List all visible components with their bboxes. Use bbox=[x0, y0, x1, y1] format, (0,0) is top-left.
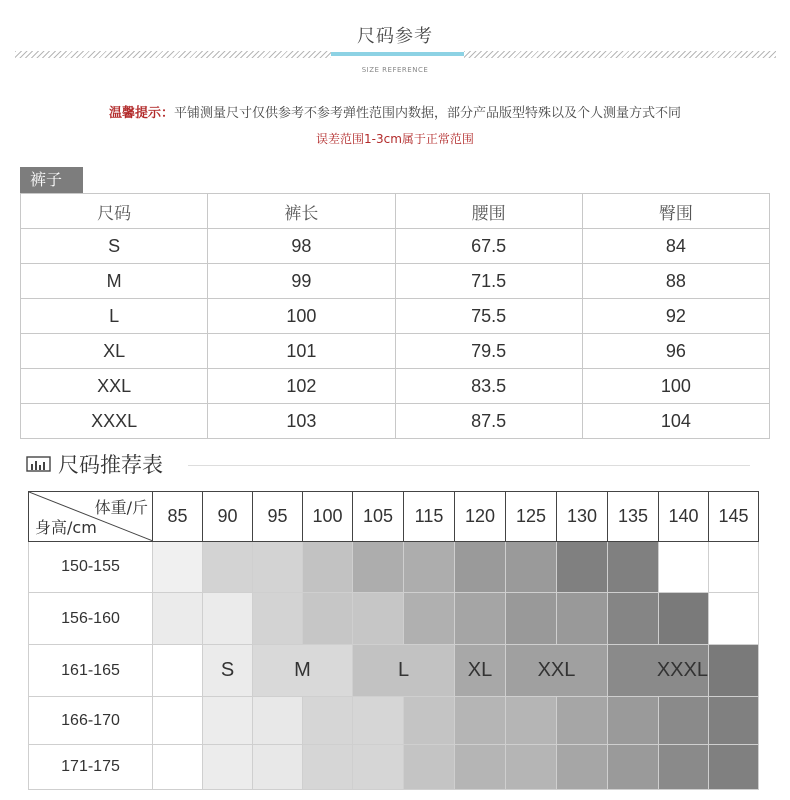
column-header: 腰围 bbox=[395, 194, 582, 229]
shade-cell bbox=[203, 542, 253, 593]
shade-cell bbox=[353, 542, 404, 593]
table-cell: M bbox=[21, 264, 208, 299]
shade-cell bbox=[608, 593, 659, 645]
shade-cell bbox=[303, 542, 353, 593]
section-divider bbox=[188, 465, 750, 466]
table-cell: 92 bbox=[582, 299, 769, 334]
weight-header: 105 bbox=[353, 492, 404, 542]
size-m-cell bbox=[253, 645, 353, 697]
shade-cell bbox=[455, 745, 506, 790]
tips-text: 平铺测量尺寸仅供参考不参考弹性范围内数据，部分产品版型特殊以及个人测量方式不同 bbox=[174, 106, 682, 121]
shade-cell bbox=[303, 745, 353, 790]
shade-cell bbox=[557, 697, 608, 745]
shade-cell bbox=[506, 745, 557, 790]
weight-header: 95 bbox=[253, 492, 303, 542]
table-cell: XXL bbox=[21, 369, 208, 404]
table-cell: 79.5 bbox=[395, 334, 582, 369]
shade-cell bbox=[506, 697, 557, 745]
recommend-section-title bbox=[26, 450, 163, 478]
bar-chart-icon bbox=[26, 455, 52, 473]
table-cell: S bbox=[21, 229, 208, 264]
table-cell: 87.5 bbox=[395, 404, 582, 439]
shade-cell bbox=[203, 745, 253, 790]
table-cell: 75.5 bbox=[395, 299, 582, 334]
table-cell: 99 bbox=[208, 264, 395, 299]
shade-cell bbox=[353, 593, 404, 645]
table-cell: 101 bbox=[208, 334, 395, 369]
weight-header: 145 bbox=[709, 492, 759, 542]
size-label-l: L bbox=[397, 659, 410, 681]
shade-cell bbox=[557, 593, 608, 645]
height-header: 161-165 bbox=[29, 645, 153, 697]
table-cell: 83.5 bbox=[395, 369, 582, 404]
shade-cell bbox=[203, 593, 253, 645]
height-axis-label: 身高/cm bbox=[35, 518, 97, 537]
weight-header-row bbox=[29, 492, 759, 542]
page-title: 尺码参考 bbox=[357, 26, 433, 47]
shade-cell bbox=[659, 593, 709, 645]
table-row bbox=[21, 299, 770, 334]
height-row bbox=[29, 697, 759, 745]
shade-cell bbox=[153, 745, 203, 790]
table-cell: XXXL bbox=[21, 404, 208, 439]
shade-cell bbox=[709, 542, 759, 593]
shade-cell bbox=[659, 745, 709, 790]
table-cell: 98 bbox=[208, 229, 395, 264]
shade-cell bbox=[153, 697, 203, 745]
shade-cell bbox=[455, 697, 506, 745]
size-xl-cell bbox=[455, 645, 506, 697]
height-header: 171-175 bbox=[29, 745, 153, 790]
column-header: 裤长 bbox=[208, 194, 395, 229]
table-row bbox=[21, 264, 770, 299]
shade-cell bbox=[506, 593, 557, 645]
shade-cell bbox=[353, 745, 404, 790]
shade-cell bbox=[659, 697, 709, 745]
size-label-m: M bbox=[294, 659, 311, 681]
shade-cell bbox=[506, 542, 557, 593]
category-tag: 裤子 bbox=[20, 167, 83, 193]
size-s-cell bbox=[203, 645, 253, 697]
weight-header: 90 bbox=[203, 492, 253, 542]
shade-cell bbox=[608, 745, 659, 790]
shade-cell bbox=[353, 697, 404, 745]
page-subtitle: SIZE REFERENCE bbox=[361, 66, 429, 74]
table-cell: L bbox=[21, 299, 208, 334]
shade-cell bbox=[659, 542, 709, 593]
weight-header: 130 bbox=[557, 492, 608, 542]
table-cell: 71.5 bbox=[395, 264, 582, 299]
weight-header: 85 bbox=[153, 492, 203, 542]
shade-cell bbox=[404, 697, 455, 745]
shade-cell bbox=[153, 542, 203, 593]
height-header: 156-160 bbox=[29, 593, 153, 645]
header-hatch-right bbox=[464, 51, 776, 58]
size-table bbox=[20, 193, 770, 439]
column-header: 臀围 bbox=[582, 194, 769, 229]
table-cell: 103 bbox=[208, 404, 395, 439]
column-header: 尺码 bbox=[21, 194, 208, 229]
weight-header: 140 bbox=[659, 492, 709, 542]
shade-cell bbox=[203, 697, 253, 745]
table-cell: 100 bbox=[208, 299, 395, 334]
height-header: 150-155 bbox=[29, 542, 153, 593]
height-row bbox=[29, 745, 759, 790]
shade-cell bbox=[709, 593, 759, 645]
table-cell: 104 bbox=[582, 404, 769, 439]
shade-cell bbox=[153, 645, 203, 697]
shade-cell bbox=[404, 593, 455, 645]
size-label-xxl: XXL bbox=[537, 659, 576, 681]
table-cell: 88 bbox=[582, 264, 769, 299]
tips-line bbox=[0, 102, 790, 121]
shade-cell bbox=[709, 697, 759, 745]
shade-cell bbox=[557, 745, 608, 790]
table-cell: 102 bbox=[208, 369, 395, 404]
shade-cell bbox=[709, 745, 759, 790]
shade-cell bbox=[303, 593, 353, 645]
weight-header: 120 bbox=[455, 492, 506, 542]
table-row bbox=[21, 334, 770, 369]
table-cell: 84 bbox=[582, 229, 769, 264]
shade-cell bbox=[608, 697, 659, 745]
shade-cell bbox=[253, 745, 303, 790]
shade-cell bbox=[608, 542, 659, 593]
size-label-xxxl: XXXL bbox=[656, 659, 708, 681]
weight-header: 125 bbox=[506, 492, 557, 542]
size-l-cell bbox=[353, 645, 455, 697]
shade-cell bbox=[303, 697, 353, 745]
size-recommend-table bbox=[28, 491, 759, 790]
weight-header: 100 bbox=[303, 492, 353, 542]
height-row bbox=[29, 542, 759, 593]
shade-cell bbox=[455, 593, 506, 645]
size-xxxl-cell bbox=[608, 645, 709, 697]
table-cell: XL bbox=[21, 334, 208, 369]
table-row bbox=[21, 369, 770, 404]
tips-error-range: 误差范围1-3cm属于正常范围 bbox=[316, 132, 474, 146]
weight-header: 115 bbox=[404, 492, 455, 542]
height-row bbox=[29, 593, 759, 645]
height-header: 166-170 bbox=[29, 697, 153, 745]
table-cell: 100 bbox=[582, 369, 769, 404]
size-label-s: S bbox=[220, 659, 235, 681]
shade-cell bbox=[557, 542, 608, 593]
header-hatch-left bbox=[15, 51, 331, 58]
shade-cell bbox=[153, 593, 203, 645]
corner-header bbox=[29, 492, 153, 542]
shade-cell bbox=[404, 542, 455, 593]
size-label-xl: XL bbox=[467, 659, 493, 681]
shade-cell bbox=[709, 645, 759, 697]
shade-cell bbox=[253, 542, 303, 593]
table-cell: 96 bbox=[582, 334, 769, 369]
shade-cell bbox=[253, 697, 303, 745]
table-row bbox=[21, 229, 770, 264]
table-cell: 67.5 bbox=[395, 229, 582, 264]
shade-cell bbox=[404, 745, 455, 790]
size-xxl-cell bbox=[506, 645, 608, 697]
shade-cell bbox=[455, 542, 506, 593]
size-table-header bbox=[21, 194, 770, 229]
weight-header: 135 bbox=[608, 492, 659, 542]
recommend-title: 尺码推荐表 bbox=[58, 453, 163, 477]
tips-label: 温馨提示： bbox=[108, 106, 174, 121]
height-row bbox=[29, 645, 759, 697]
table-row bbox=[21, 404, 770, 439]
weight-axis-label: 体重/斤 bbox=[94, 498, 148, 517]
shade-cell bbox=[253, 593, 303, 645]
header-accent-bar bbox=[331, 52, 464, 56]
